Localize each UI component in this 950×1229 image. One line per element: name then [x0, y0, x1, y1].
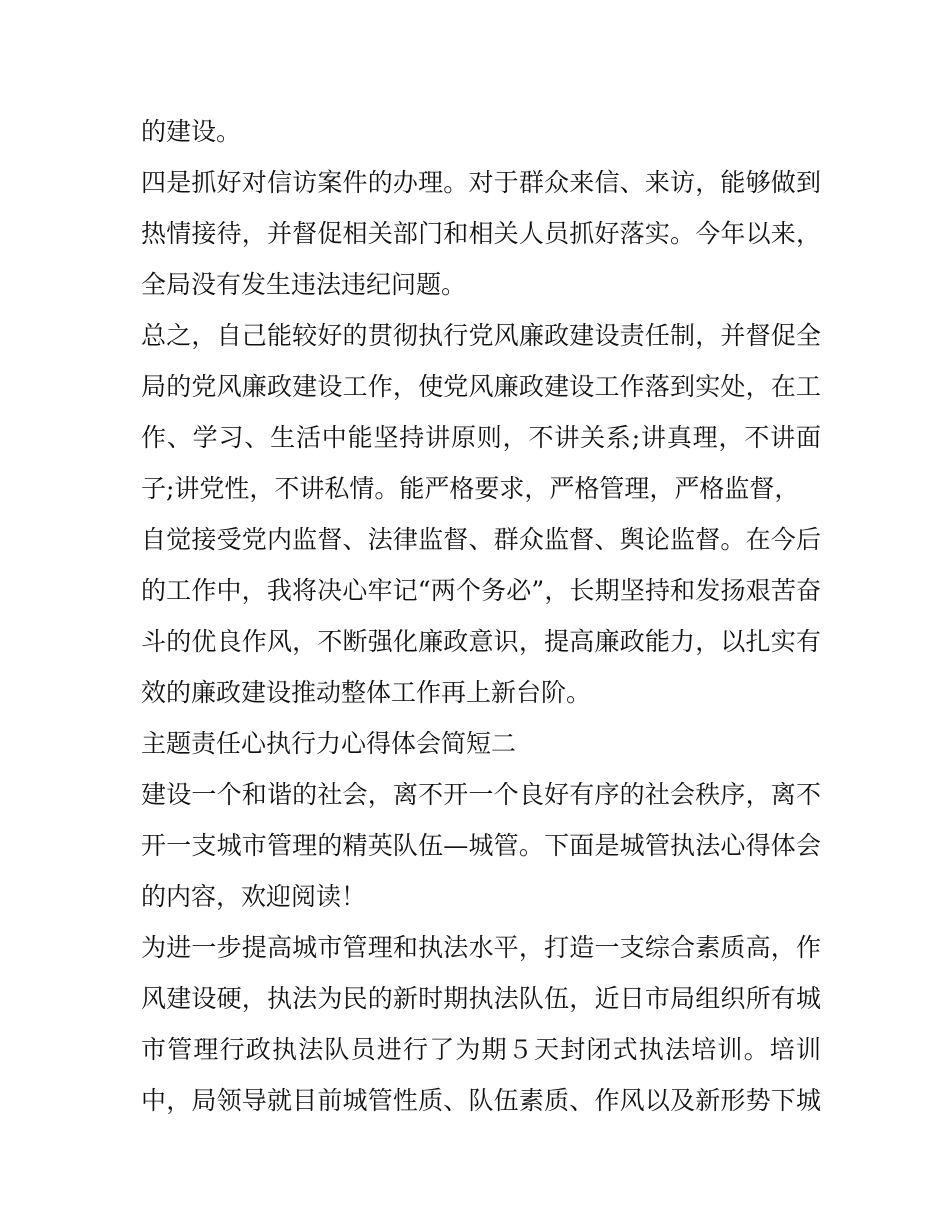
text-line: 的工作中，我将决心牢记“两个务必”，长期坚持和发扬艰苦奋: [141, 576, 821, 605]
text-line: 作、学习、生活中能坚持讲原则，不讲关系;讲真理，不讲面: [141, 423, 821, 452]
text-line: 的建设。: [141, 117, 242, 146]
document-body: [141, 106, 821, 1126]
text-line: 市管理行政执法队员进行了为期５天封闭式执法培训。培训: [141, 1035, 821, 1064]
text-line: 中，局领导就目前城管性质、队伍素质、作风以及新形势下城: [141, 1086, 821, 1115]
text-line: 子;讲党性，不讲私情。能严格要求，严格管理，严格监督，: [141, 474, 800, 503]
text-line: 效的廉政建设推动整体工作再上新台阶。: [141, 678, 592, 707]
section-heading: 主题责任心执行力心得体会简短二: [141, 729, 517, 758]
text-line: 建设一个和谐的社会，离不开一个良好有序的社会秩序，离不: [141, 780, 821, 809]
text-line: 斗的优良作风，不断强化廉政意识，提高廉政能力，以扎实有: [141, 627, 821, 656]
text-line: 开一支城市管理的精英队伍—城管。下面是城管执法心得体会: [141, 831, 821, 860]
text-line: 局的党风廉政建设工作，使党风廉政建设工作落到实处，在工: [141, 372, 821, 401]
text-line: 全局没有发生违法违纪问题。: [141, 270, 467, 299]
text-line: 四是抓好对信访案件的办理。对于群众来信、来访，能够做到: [141, 168, 821, 197]
text-line: 自觉接受党内监督、法律监督、群众监督、舆论监督。在今后: [141, 525, 821, 554]
text-line: 为进一步提高城市管理和执法水平，打造一支综合素质高，作: [141, 933, 821, 962]
text-line: 热情接待，并督促相关部门和相关人员抓好落实。今年以来，: [141, 219, 821, 248]
text-line: 总之，自己能较好的贯彻执行党风廉政建设责任制，并督促全: [141, 321, 821, 350]
text-line: 的内容，欢迎阅读！: [141, 882, 367, 911]
text-line: 风建设硬，执法为民的新时期执法队伍，近日市局组织所有城: [141, 984, 821, 1013]
